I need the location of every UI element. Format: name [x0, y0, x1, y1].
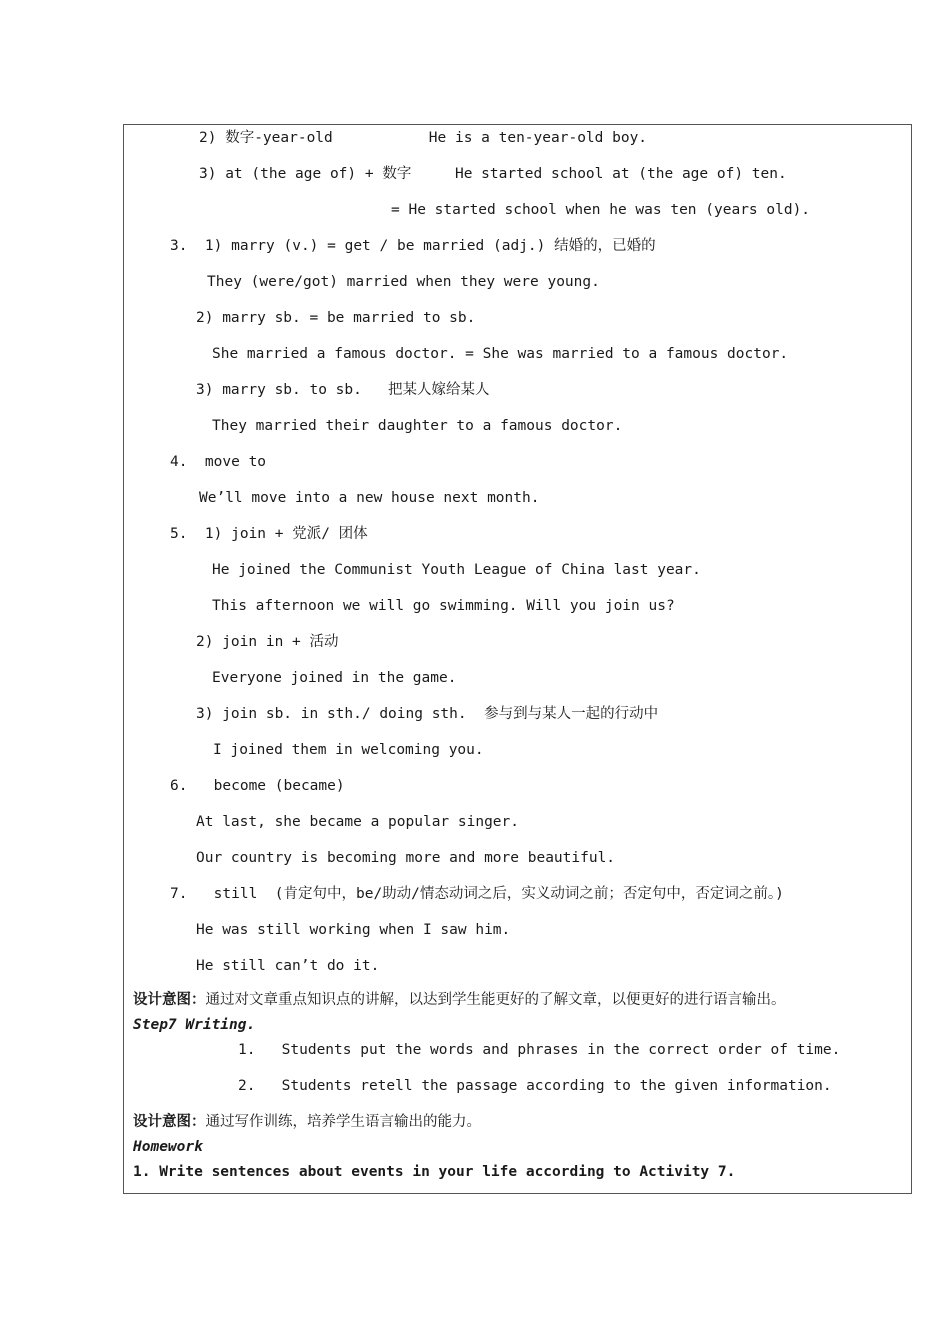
design-intent-label: 设计意图：: [133, 992, 206, 1008]
note-line: At last, she became a popular singer.: [196, 814, 520, 830]
design-intent-text: 通过写作训练，培养学生语言输出的能力。: [205, 1114, 481, 1130]
note-line: Everyone joined in the game.: [212, 670, 457, 686]
note-line: Our country is becoming more and more beautiful.: [196, 850, 616, 866]
design-intent-label: 设计意图：: [133, 1114, 206, 1130]
writing-item-1: 1. Students put the words and phrases in the correct order of time.: [238, 1042, 841, 1058]
note-line: = He started school when he was ten (years old).: [391, 202, 811, 218]
note-line: 3) marry sb. to sb. 把某人嫁给某人: [196, 382, 490, 398]
note-line: He joined the Communist Youth League of China last year.: [212, 562, 701, 578]
note-line: 4. move to: [170, 454, 267, 470]
note-line: I joined them in welcoming you.: [213, 742, 484, 758]
note-line: We’ll move into a new house next month.: [199, 490, 540, 506]
note-line: He was still working when I saw him.: [196, 922, 511, 938]
note-line: He still can’t do it.: [196, 958, 380, 974]
note-line: They married their daughter to a famous doctor.: [212, 418, 623, 434]
design-intent-text: 通过对文章重点知识点的讲解，以达到学生能更好的了解文章，以便更好的进行语言输出。: [205, 992, 786, 1008]
homework-item: 1. Write sentences about events in your life according to Activity 7.: [133, 1164, 736, 1180]
note-line: 3) at (the age of) + 数字 He started school at (the age of) ten.: [199, 166, 787, 182]
note-line: 3. 1) marry (v.) = get / be married (adj.) 结婚的，已婚的: [170, 238, 656, 254]
design-intent-2: [133, 1112, 481, 1132]
note-line: 3) join sb. in sth./ doing sth. 参与到与某人一起的行动中: [196, 706, 659, 722]
note-line: 7. still (肯定句中，be/助动/情态动词之后，实义动词之前；否定句中，否定词之前。): [170, 886, 784, 902]
writing-item-2: 2. Students retell the passage according to the given information.: [238, 1078, 832, 1094]
note-line: 2) join in + 活动: [196, 634, 339, 650]
note-line: 6. become (became): [170, 778, 345, 794]
note-line: She married a famous doctor. = She was married to a famous doctor.: [212, 346, 789, 362]
step7-heading: Step7 Writing.: [133, 1017, 256, 1033]
note-line: 2) marry sb. = be married to sb.: [196, 310, 476, 326]
note-line: 2) 数字-year-old He is a ten-year-old boy.: [199, 130, 648, 146]
design-intent-1: [133, 990, 786, 1010]
note-line: This afternoon we will go swimming. Will you join us?: [212, 598, 675, 614]
homework-heading: Homework: [133, 1139, 203, 1155]
note-line: 5. 1) join + 党派/ 团体: [170, 526, 368, 542]
note-line: They (were/got) married when they were young.: [207, 274, 600, 290]
